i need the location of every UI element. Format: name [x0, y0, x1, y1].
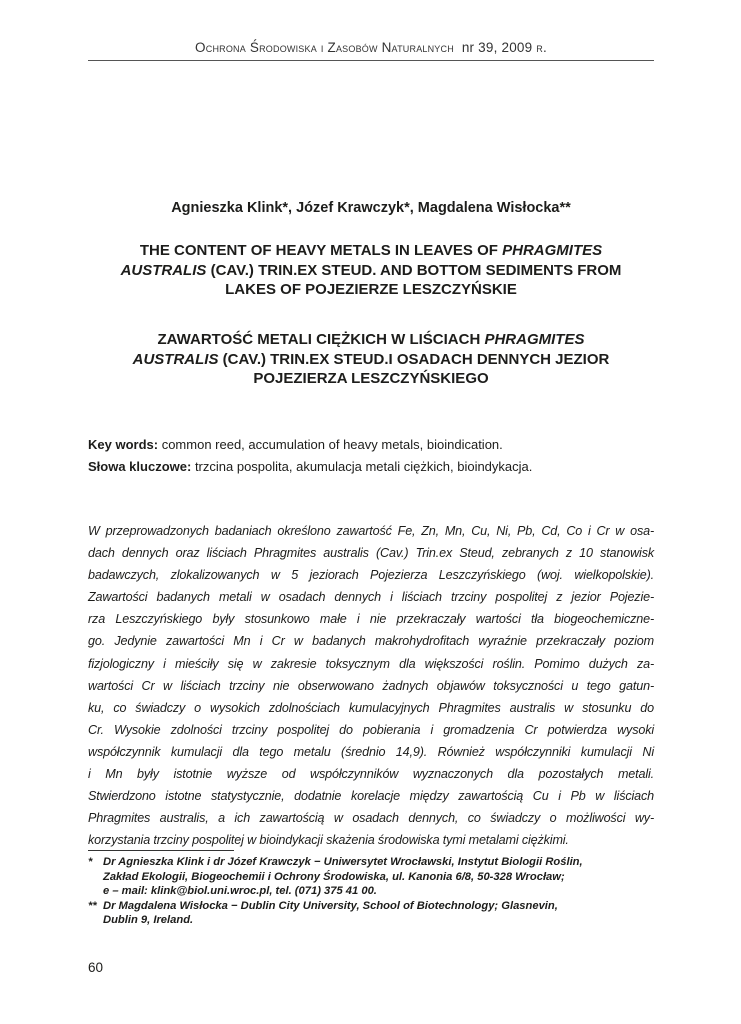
title-pl-part3: POJEZIERZA LESZCZYŃSKIEGO [253, 370, 489, 387]
issue-suffix: r. [536, 40, 547, 55]
abstract-line: W przeprowadzonych badaniach określono zawartość Fe, Zn, Mn, Cu, Ni, Pb, Cd, Co i Cr w osa- [88, 524, 654, 538]
title-pl-part1: ZAWARTOŚĆ METALI CIĘŻKICH W LIŚCIACH [157, 331, 481, 348]
abstract-line: ku, co świadczy o wysokich zdolnościach kumulacyjnych Phragmites australis w stosunku do [88, 700, 654, 715]
abstract-line: rza Leszczyńskiego były stosunkowo małe i nie przekraczały wartości tła biogeochemiczne- [88, 612, 654, 627]
running-head [88, 40, 654, 55]
footnote-line: e – mail: klink@biol.uni.wroc.pl, tel. (071) 375 41 00. [103, 885, 377, 898]
abstract-line: i Mn były istotnie wyższe od współczynników wyznaczonych dla pozostałych metali. [88, 767, 654, 782]
title-en-genus: PHRAGMITES [502, 242, 603, 259]
abstract-line: fizjologiczny i mieściły się w zakresie toksycznym dla większości roślin. Pomimo dużych za- [88, 656, 654, 671]
abstract-line: Zawartości badanych metali w osadach dennych i liściach trzciny pospolitej z jezior Pojezie- [88, 590, 654, 605]
title-pl-genus: PHRAGMITES [484, 331, 585, 348]
abstract-line: dach dennych oraz liściach Phragmites australis (Cav.) Trin.ex Steud, zebranych z 10 stanowisk [88, 546, 654, 561]
footnote-line: Dr Agnieszka Klink i dr Józef Krawczyk − Uniwersytet Wrocławski, Instytut Biologii Roślin, [103, 856, 583, 868]
footnote-line: Dublin 9, Ireland. [103, 914, 194, 927]
footnotes [88, 855, 654, 928]
journal-name: Ochrona Środowiska i Zasobów Naturalnych [195, 40, 454, 55]
footnote-line: Dr Magdalena Wisłocka − Dublin City University, School of Biotechnology; Glasnevin, [103, 899, 558, 912]
keywords-pl-text: trzcina pospolita, akumulacja metali ciężkich, bioindykacja. [194, 459, 533, 474]
abstract-line: korzystania trzciny pospolitej w bioindykacji skażenia środowiska tymi metalami ciężkimi. [88, 833, 569, 848]
author-list: Agnieszka Klink*, Józef Krawczyk*, Magdalena Wisłocka** [171, 200, 571, 216]
abstract [88, 520, 654, 851]
abstract-line: Cr. Wysokie zdolności trzciny pospolitej do pobierania i gromadzenia Cr potwierdza wysoki [88, 722, 654, 737]
footnote-line: Zakład Ekologii, Biogeochemii i Ochrony Środowiska, ul. Kanonia 6/8, 50-328 Wrocław; [103, 870, 565, 883]
title-english [88, 241, 654, 300]
keywords-english [88, 434, 654, 456]
title-en-species: AUSTRALIS [120, 261, 207, 279]
footnote-mark: ** [88, 899, 97, 912]
abstract-line: współczynnik kumulacji dla tego metalu (średnio 14,9). Również współczynniki kumulacji Ni [88, 744, 654, 759]
title-polish [88, 330, 654, 389]
abstract-line: go. Jedynie zawartości Mn i Cr w badanych makrohydrofitach wyraźnie przekraczały poziom [88, 634, 654, 649]
keywords-en-label: Key words: [88, 437, 159, 452]
abstract-line: wartości Cr w liściach trzciny nie obserwowano żadnych objawów toksyczności u tego gatun- [88, 678, 654, 693]
abstract-line: badawczych, zlokalizowanych w 5 jeziorach Pojezierza Leszczyńskiego (woj. wielkopolskie). [88, 568, 654, 583]
title-en-part2: (CAV.) TRIN.EX STEUD. AND BOTTOM SEDIMENTS FROM [210, 261, 622, 279]
title-en-part1: THE CONTENT OF HEAVY METALS IN LEAVES OF [139, 242, 498, 259]
title-en-part3: LAKES OF POJEZIERZE LESZCZYŃSKIE [225, 281, 517, 298]
title-pl-species: AUSTRALIS [132, 350, 219, 368]
abstract-line: Phragmites australis, a ich zawartością w osadach dennych, co świadczy o możliwości wy- [88, 811, 654, 826]
title-pl-part2: (CAV.) TRIN.EX STEUD.I OSADACH DENNYCH JEZIOR [222, 350, 610, 368]
issue-number: nr 39, 2009 [461, 40, 533, 55]
keywords-pl-label: Słowa kluczowe: [88, 459, 192, 474]
page-number: 60 [88, 960, 104, 975]
footnote-mark: * [88, 856, 93, 868]
header-rule [88, 60, 654, 61]
footnote [88, 855, 654, 899]
keywords-polish [88, 456, 654, 478]
footnote-rule [88, 850, 234, 851]
keywords-en-text: common reed, accumulation of heavy metals, bioindication. [161, 437, 503, 452]
abstract-line: Stwierdzono istotne statystycznie, dodatnie korelacje między zawartością Cu i Pb w liściach [88, 789, 654, 804]
footnote [88, 899, 654, 928]
